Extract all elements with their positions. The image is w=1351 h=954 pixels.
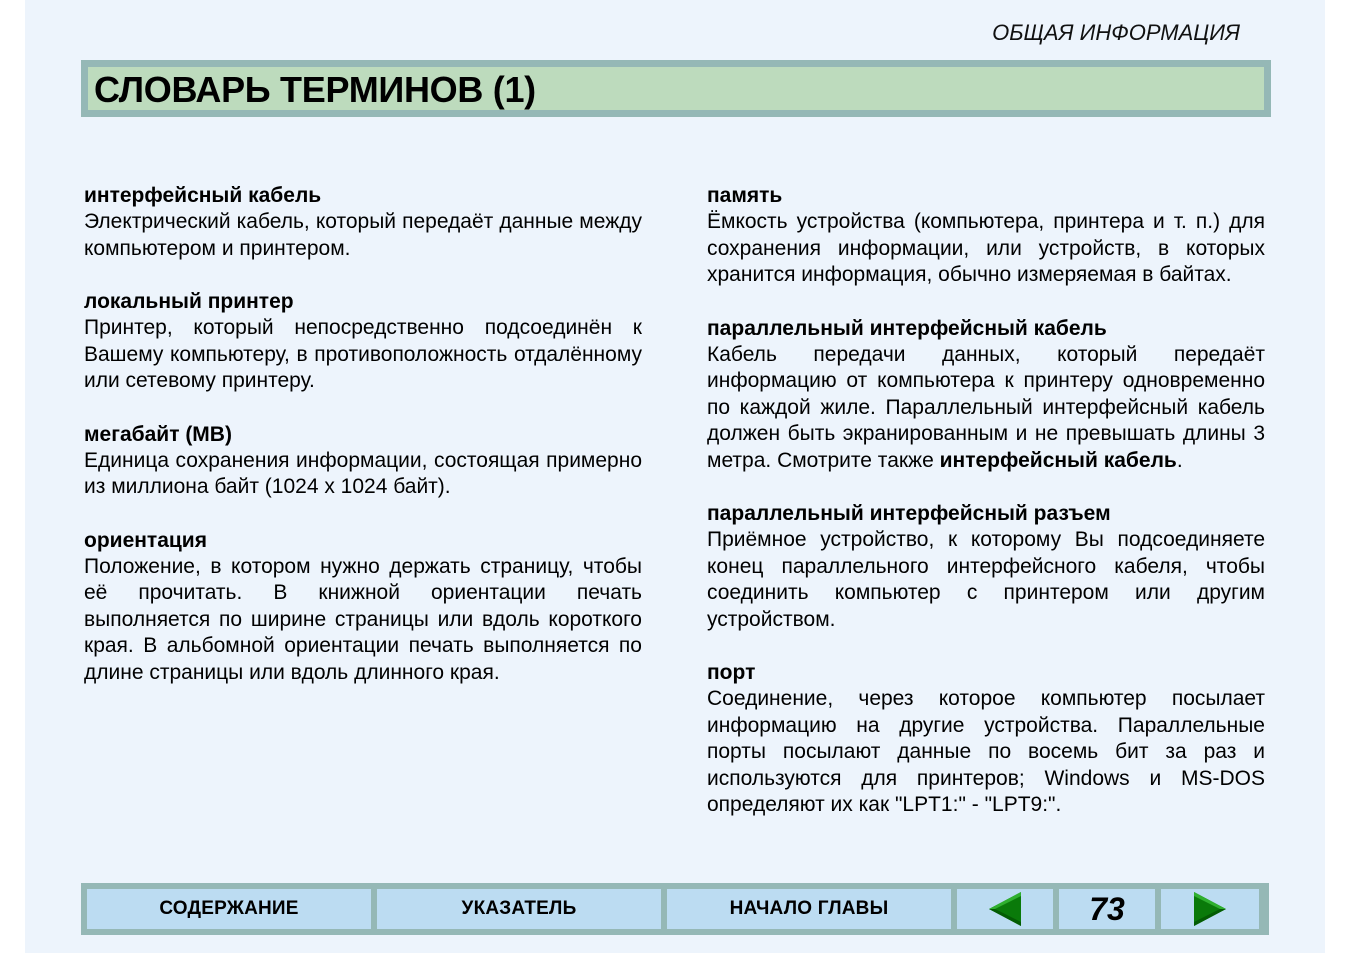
- glossary-entry: [707, 659, 1265, 819]
- glossary-term: локальный принтер: [84, 290, 294, 313]
- definition-suffix: .: [1176, 448, 1183, 472]
- page-number: 73: [1059, 889, 1155, 929]
- definition-text: Кабель передачи данных, который передаёт информацию от компьютера к принтеру одновременно по каждой жиле. Параллельный интерфейсный кабель должен быть экранированным и не превышать длины 3 метра. Смотрите также: [707, 342, 1265, 472]
- glossary-column-left: [84, 182, 642, 712]
- manual-page: [25, 0, 1325, 953]
- glossary-term: параллельный интерфейсный кабель: [707, 316, 1107, 340]
- contents-button[interactable]: СОДЕРЖАНИЕ: [87, 889, 371, 929]
- glossary-entry: [84, 421, 642, 501]
- glossary-term: параллельный интерфейсный разъем: [707, 502, 1111, 525]
- glossary-entry: [707, 315, 1265, 475]
- glossary-term: интерфейсный кабель: [84, 184, 322, 207]
- glossary-column-right: [707, 182, 1265, 845]
- bottom-navigation: [81, 883, 1269, 935]
- glossary-term: порт: [707, 661, 756, 684]
- glossary-entry: [707, 500, 1265, 633]
- glossary-term: мегабайт (MB): [84, 422, 232, 446]
- glossary-term: ориентация: [84, 528, 207, 552]
- section-label: ОБЩАЯ ИНФОРМАЦИЯ: [992, 20, 1240, 45]
- glossary-entry: [84, 288, 642, 395]
- glossary-definition: Ёмкость устройства (компьютера, принтера и т. п.) для сохранения информации, или устройств, в которых хранится информация, обычно измеряемая в байтах.: [707, 210, 1265, 286]
- page-title: СЛОВАРЬ ТЕРМИНОВ (1): [94, 69, 536, 110]
- glossary-entry: [84, 527, 642, 687]
- glossary-definition: Соединение, через которое компьютер посылает информацию на другие устройства. Параллельные порты посылают данные по восемь бит за раз и используются для принтеров; Windows и MS-DOS определяют их как "LPT1:" - "LPT9:".: [707, 687, 1265, 816]
- next-page-button[interactable]: [1161, 889, 1259, 929]
- previous-page-button[interactable]: [957, 889, 1053, 929]
- glossary-definition: Принтер, который непосредственно подсоединён к Вашему компьютеру, в противоположность отдалённому или сетевому принтеру.: [84, 316, 642, 392]
- glossary-definition: Положение, в котором нужно держать страницу, чтобы её прочитать. В книжной ориентации печать выполняется по ширине страницы или вдоль короткого края. В альбомной ориентации печать выполняется по длине страницы или вдоль длинного края.: [84, 554, 642, 684]
- triangle-left-icon: [987, 891, 1023, 927]
- glossary-definition: [707, 342, 1265, 475]
- glossary-definition: Приёмное устройство, к которому Вы подсоединяете конец параллельного интерфейсного кабеля, чтобы соединить компьютер с принтером или другим устройством.: [707, 528, 1265, 631]
- glossary-entry: [707, 182, 1265, 289]
- index-button[interactable]: УКАЗАТЕЛЬ: [377, 889, 661, 929]
- glossary-term: память: [707, 184, 783, 207]
- title-bar: [81, 60, 1271, 117]
- glossary-definition: Электрический кабель, который передаёт данные между компьютером и принтером.: [84, 210, 642, 260]
- glossary-entry: [84, 182, 642, 262]
- triangle-right-icon: [1192, 891, 1228, 927]
- see-also-link[interactable]: интерфейсный кабель: [939, 448, 1177, 472]
- glossary-definition: Единица сохранения информации, состоящая примерно из миллиона байт (1024 x 1024 байт).: [84, 448, 642, 498]
- chapter-start-button[interactable]: НАЧАЛО ГЛАВЫ: [667, 889, 951, 929]
